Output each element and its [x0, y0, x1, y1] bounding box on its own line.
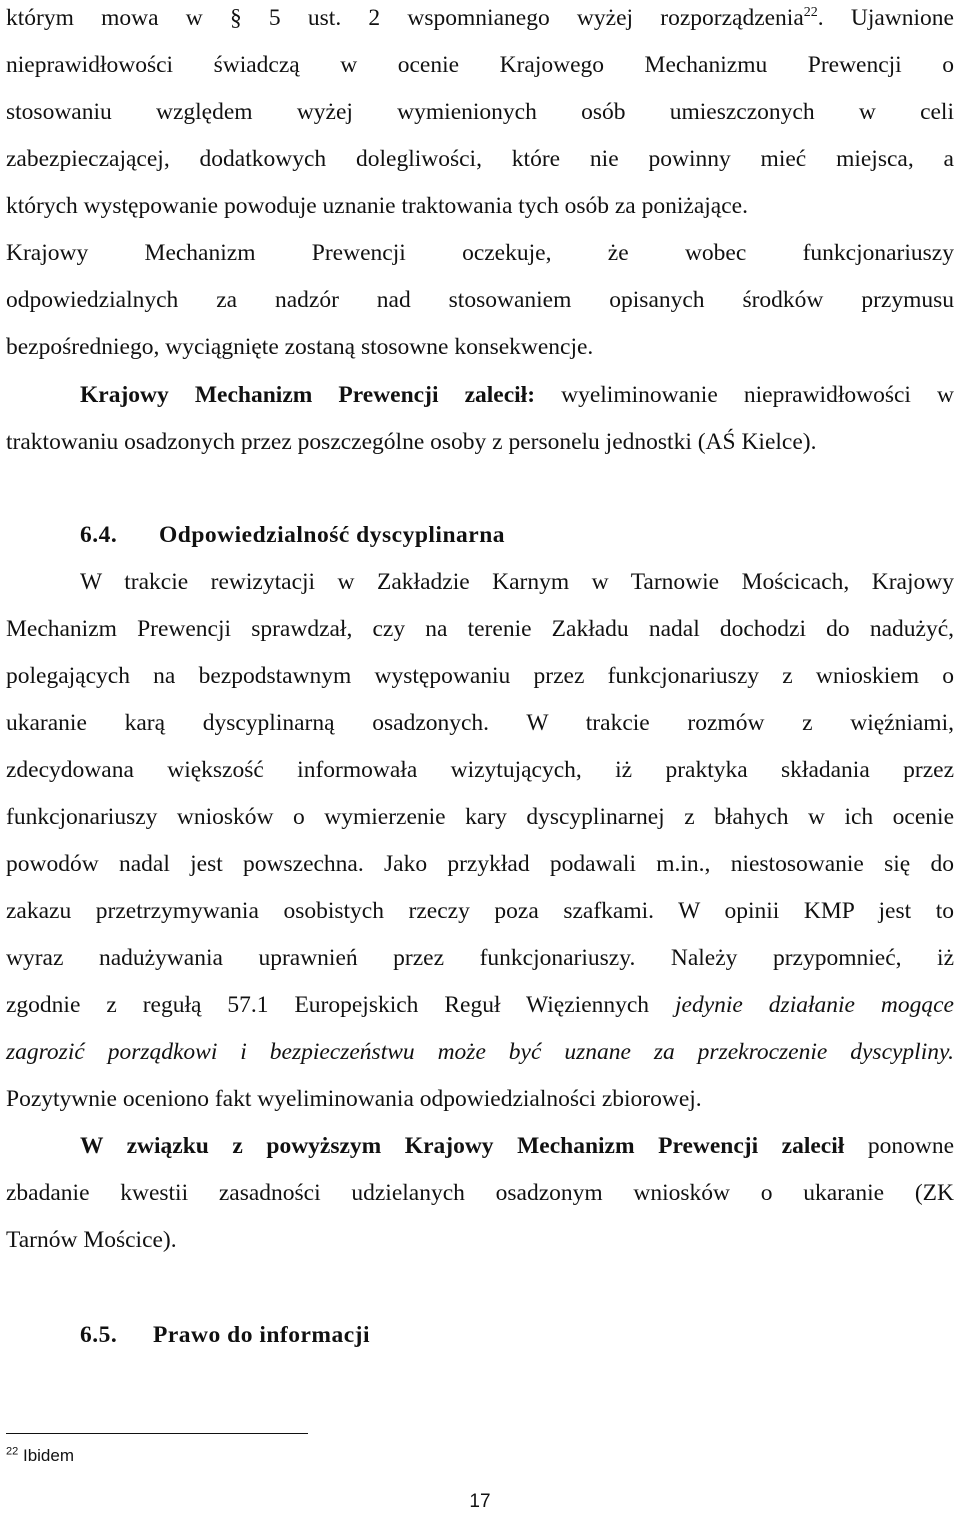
recommendation-line: Tarnów Mościce). — [6, 1227, 177, 1253]
recommendation-line: traktowaniu osadzonych przez poszczególne osoby z personelu jednostki (AŚ Kielce). — [6, 429, 817, 455]
section-number: 6.4. — [80, 522, 118, 548]
paragraph-line: Pozytywnie oceniono fakt wyeliminowania odpowiedzialności zbiorowej. — [6, 1086, 702, 1112]
paragraph-line: wyraz nadużywania uprawnień przez funkcjonariuszy. Należy przypomnieć, iż — [6, 945, 954, 971]
footnote-reference: 22 — [803, 5, 818, 21]
paragraph-line: zgodnie z regułą 57.1 Europejskich Reguł Więziennych jedynie działanie mogące — [6, 992, 954, 1018]
recommendation-line: Krajowy Mechanizm Prewencji zalecił: wyeliminowanie nieprawidłowości w — [80, 382, 954, 408]
paragraph-line: polegających na bezpodstawnym występowaniu przez funkcjonariuszy z wnioskiem o — [6, 663, 954, 689]
quoted-rule-text: zagrozić porządkowi i bezpieczeństwu może być uznane za przekroczenie dyscypliny. — [6, 1039, 954, 1065]
recommendation-lead: Krajowy Mechanizm Prewencji zalecił: — [80, 382, 536, 408]
paragraph-line: zakazu przetrzymywania osobistych rzeczy poza szafkami. W opinii KMP jest to — [6, 898, 954, 924]
recommendation-lead: W związku z powyższym Krajowy Mechanizm Prewencji zalecił — [80, 1133, 845, 1159]
paragraph-line: W trakcie rewizytacji w Zakładzie Karnym w Tarnowie Mościcach, Krajowy — [80, 569, 954, 595]
paragraph-line: zabezpieczającej, dodatkowych dolegliwości, które nie powinny mieć miejsca, a — [6, 146, 954, 172]
paragraph-line: których występowanie powoduje uznanie traktowania tych osób za poniżające. — [6, 193, 748, 219]
paragraph-line: zdecydowana większość informowała wizytujących, iż praktyka składania przez — [6, 757, 954, 783]
paragraph-line: stosowaniu względem wyżej wymienionych osób umieszczonych w celi — [6, 99, 954, 125]
section-title: Prawo do informacji — [153, 1322, 371, 1348]
paragraph-line: odpowiedzialnych za nadzór nad stosowaniem opisanych środków przymusu — [6, 287, 954, 313]
recommendation-line: zbadanie kwestii zasadności udzielanych osadzonym wniosków o ukaranie (ZK — [6, 1180, 954, 1206]
quoted-rule-text: jedynie działanie mogące — [675, 992, 954, 1018]
paragraph-line: ukaranie karą dyscyplinarną osadzonych. W trakcie rozmów z więźniami, — [6, 710, 954, 736]
footnote-text: Ibidem — [18, 1446, 74, 1465]
footnote-number: 22 — [6, 1445, 19, 1458]
page-number: 17 — [469, 1491, 491, 1512]
section-number: 6.5. — [80, 1322, 118, 1348]
paragraph-line: nieprawidłowości świadczą w ocenie Krajowego Mechanizmu Prewencji o — [6, 52, 954, 78]
paragraph-line: Mechanizm Prewencji sprawdzał, czy na terenie Zakładu nadal dochodzi do nadużyć, — [6, 616, 954, 642]
recommendation-line: W związku z powyższym Krajowy Mechanizm Prewencji zalecił ponowne — [80, 1133, 955, 1159]
paragraph-line: bezpośredniego, wyciągnięte zostaną stosowne konsekwencje. — [6, 334, 594, 360]
paragraph-line: powodów nadal jest powszechna. Jako przykład podawali m.in., niestosowanie się do — [6, 851, 954, 877]
footnote — [6, 1444, 74, 1468]
section-title: Odpowiedzialność dyscyplinarna — [159, 522, 506, 548]
footnote-separator — [6, 1433, 308, 1434]
paragraph-line: którym mowa w § 5 ust. 2 wspomnianego wyżej rozporządzenia$^{22}$. Ujawnione — [6, 5, 954, 31]
paragraph-line: Krajowy Mechanizm Prewencji oczekuje, że wobec funkcjonariuszy — [6, 240, 954, 266]
paragraph-line: funkcjonariuszy wniosków o wymierzenie kary dyscyplinarnej z błahych w ich ocenie — [6, 804, 954, 830]
